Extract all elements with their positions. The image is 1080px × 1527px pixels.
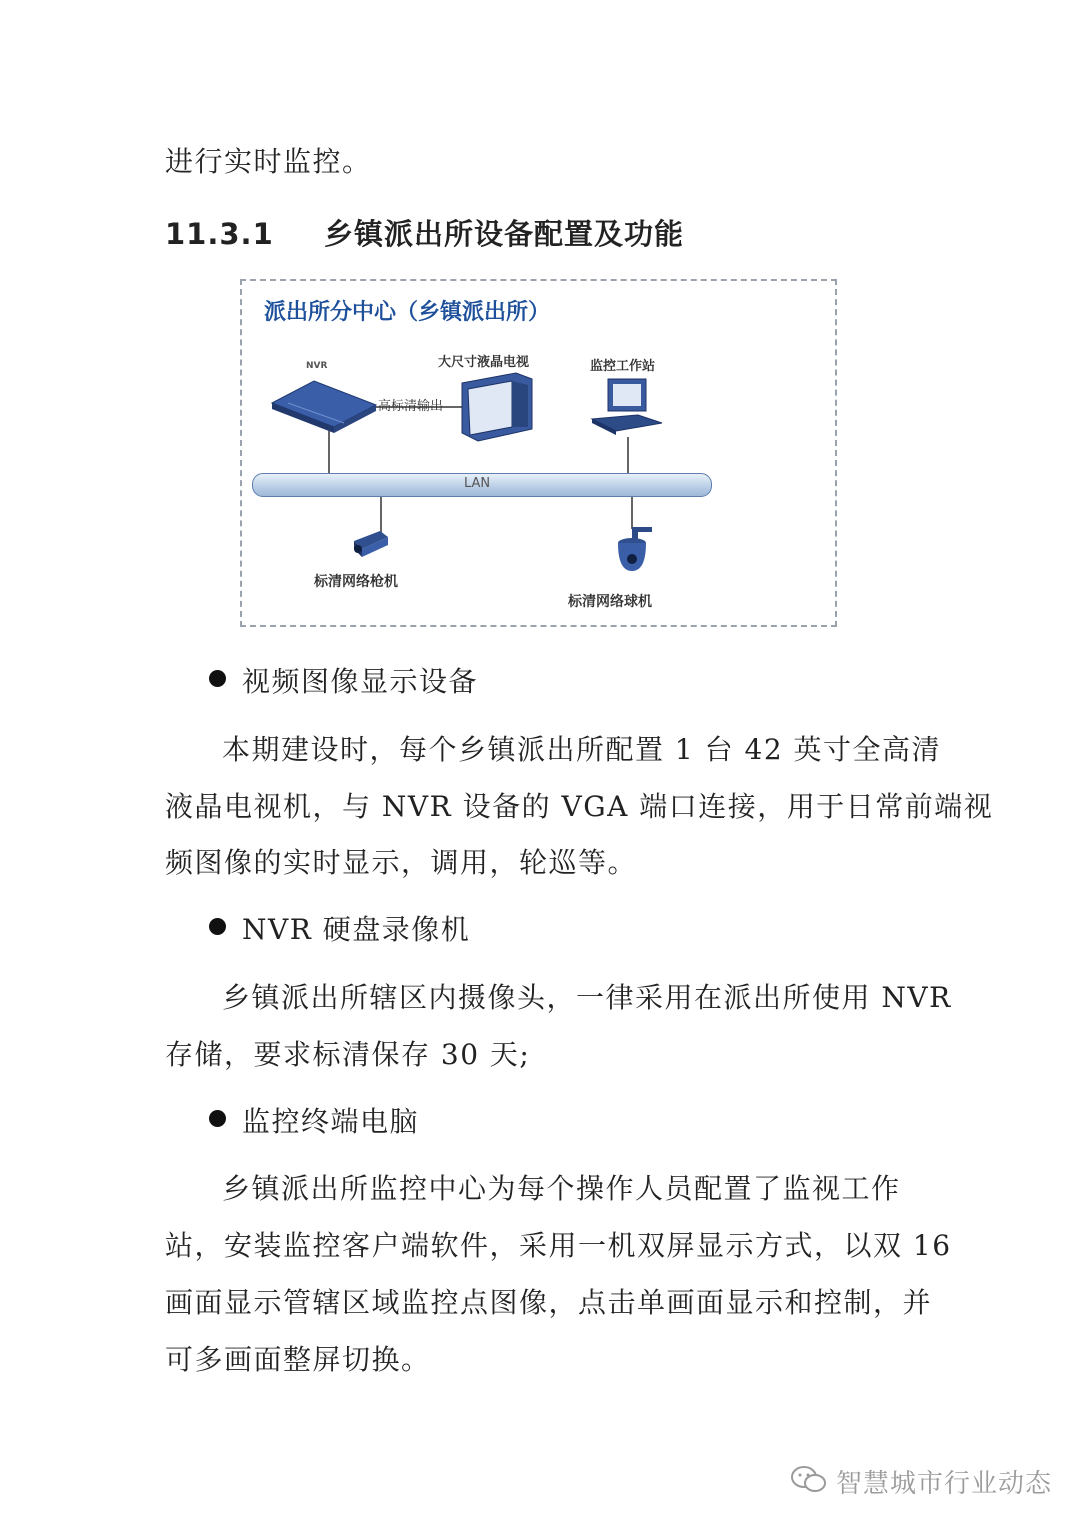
hd-output-label: 高标清输出 <box>378 399 444 414</box>
paragraph-line: 可多画面整屏切换。 <box>165 1343 431 1376</box>
lan-label: LAN <box>464 476 491 491</box>
paragraph-line: 液晶电视机，与 NVR 设备的 VGA 端口连接，用于日常前端视 <box>165 790 994 823</box>
bullet-point <box>209 918 226 935</box>
bullet-point <box>209 670 226 687</box>
watermark-text: 智慧城市行业动态 <box>836 1469 1053 1499</box>
paragraph-line: 本期建设时，每个乡镇派出所配置 1 台 42 英寸全高清 <box>222 733 942 766</box>
intro-line: 进行实时监控。 <box>165 145 372 178</box>
wechat-icon <box>790 1465 828 1499</box>
paragraph-line: 乡镇派出所监控中心为每个操作人员配置了监视工作 <box>222 1172 901 1205</box>
lcd-tv-icon <box>458 369 538 449</box>
watermark <box>790 1463 1052 1500</box>
diagram-title: 派出所分中心（乡镇派出所） <box>264 300 551 325</box>
item-heading: 监控终端电脑 <box>242 1105 420 1138</box>
nvr-device-icon <box>268 373 380 439</box>
paragraph-line: 频图像的实时显示，调用，轮巡等。 <box>165 846 638 879</box>
paragraph-line: 存储，要求标清保存 30 天; <box>165 1038 531 1071</box>
bullet-camera-label: 标清网络枪机 <box>314 574 398 590</box>
dome-camera-icon <box>608 525 658 581</box>
paragraph-line: 乡镇派出所辖区内摄像头，一律采用在派出所使用 NVR <box>222 981 952 1014</box>
bullet-camera-icon <box>346 527 392 565</box>
bullet-point <box>209 1110 226 1127</box>
paragraph-line: 站，安装监控客户端软件，采用一机双屏显示方式，以双 16 <box>165 1229 952 1262</box>
workstation-connector <box>627 437 629 475</box>
tv-label: 大尺寸液晶电视 <box>438 355 530 370</box>
item-heading: 视频图像显示设备 <box>242 665 479 698</box>
workstation-label: 监控工作站 <box>590 359 656 374</box>
item-heading: NVR 硬盘录像机 <box>242 913 471 946</box>
workstation-icon <box>588 375 666 441</box>
section-title: 乡镇派出所设备配置及功能 <box>323 217 684 251</box>
network-diagram <box>240 279 837 627</box>
section-number: 11.3.1 <box>165 217 274 251</box>
dome-camera-label: 标清网络球机 <box>568 594 652 610</box>
section-heading <box>165 212 684 253</box>
dome-camera-connector <box>631 495 633 529</box>
paragraph-line: 画面显示管辖区域监控点图像，点击单画面显示和控制，并 <box>165 1286 933 1319</box>
nvr-label: NVR <box>306 361 328 371</box>
